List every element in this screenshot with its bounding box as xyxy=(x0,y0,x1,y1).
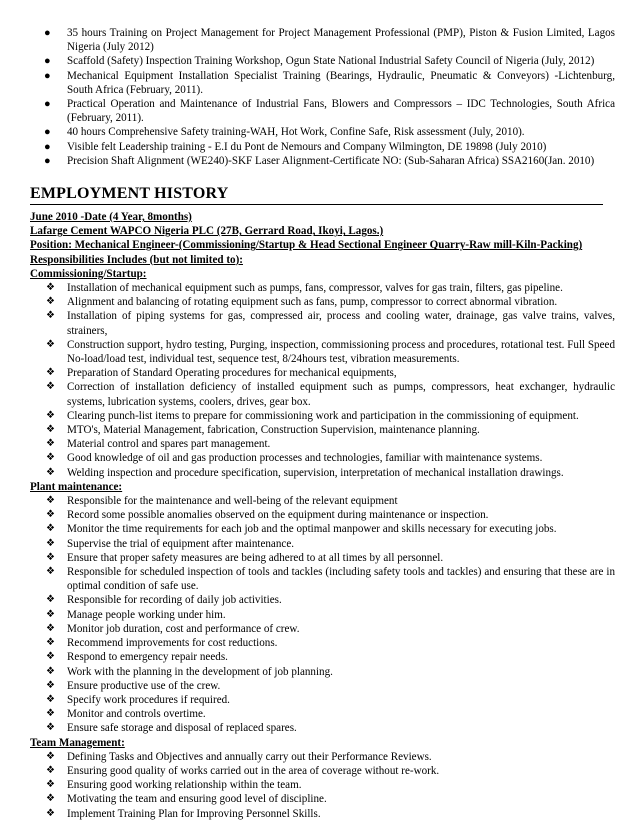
diamond-bullet-icon: ❖ xyxy=(46,424,55,436)
diamond-bullet-icon: ❖ xyxy=(46,679,55,691)
list-item-text: Ensure safe storage and disposal of replaced spares. xyxy=(67,722,297,735)
diamond-bullet-icon: ❖ xyxy=(46,637,55,649)
diamond-bullet-icon: ❖ xyxy=(46,409,55,421)
list-item xyxy=(30,423,615,437)
training-item xyxy=(30,125,615,139)
diamond-bullet-icon: ❖ xyxy=(46,566,55,578)
list-item-text: Responsible for recording of daily job activities. xyxy=(67,594,282,607)
list-item xyxy=(30,295,615,309)
list-item xyxy=(30,750,615,764)
list-item xyxy=(30,451,615,465)
list-item xyxy=(30,366,615,380)
bullet-dot-icon: ● xyxy=(44,98,51,111)
list-item-text: Supervise the trial of equipment after maintenance. xyxy=(67,537,295,550)
diamond-bullet-icon: ❖ xyxy=(46,793,55,805)
list-item xyxy=(30,380,615,408)
diamond-bullet-icon: ❖ xyxy=(46,282,55,294)
diamond-bullet-icon: ❖ xyxy=(46,381,55,393)
list-item-text: Correction of installation deficiency of installed equipment such as pumps, compressors, heat exchanger, hydraulic systems, lubrication systems, coolers, drives, gear box. xyxy=(67,381,615,408)
list-item xyxy=(30,608,615,622)
diamond-bullet-icon: ❖ xyxy=(46,764,55,776)
list-item xyxy=(30,309,615,337)
list-item xyxy=(30,650,615,664)
list-item-text: Implement Training Plan for Improving Personnel Skills. xyxy=(67,807,321,820)
list-item-text: Record some possible anomalies observed on the equipment during maintenance or inspection. xyxy=(67,509,489,522)
list-item-text: Installation of mechanical equipment such as pumps, fans, compressor, valves for gas train, filters, gas pipeline. xyxy=(67,282,563,295)
diamond-bullet-icon: ❖ xyxy=(46,338,55,350)
training-item-text: Precision Shaft Alignment (WE240)-SKF Laser Alignment-Certificate NO: (Sub-Saharan Africa) SSA2160(Jan. 2010) xyxy=(67,154,595,167)
training-item-text: Mechanical Equipment Installation Specialist Training (Bearings, Hydraulic, Pneumatic & Conveyors) -Lichtenburg, South Africa (February, 2011). xyxy=(67,69,615,96)
list-item-text: Defining Tasks and Objectives and annually carry out their Performance Reviews. xyxy=(67,750,432,763)
diamond-bullet-icon: ❖ xyxy=(46,722,55,734)
job-position: Position: Mechanical Engineer-(Commissioning/Startup & Head Sectional Engineer Quarry-Raw mill-Kiln-Packing) xyxy=(30,239,583,252)
list-item xyxy=(30,778,615,792)
plant-maintenance-heading: Plant maintenance: xyxy=(30,480,123,493)
list-item-text: Ensure that proper safety measures are being adhered to at all times by all personnel. xyxy=(67,551,444,564)
responsibilities-heading: Responsibilities Includes (but not limited to): xyxy=(30,253,243,266)
diamond-bullet-icon: ❖ xyxy=(46,807,55,819)
training-item-text: 35 hours Training on Project Management for Project Management Professional (PMP), Piston & Fusion Limited, Lagos Nigeria (July 2012) xyxy=(67,27,615,54)
diamond-bullet-icon: ❖ xyxy=(46,651,55,663)
list-item xyxy=(30,537,615,551)
diamond-bullet-icon: ❖ xyxy=(46,509,55,521)
job-company: Lafarge Cement WAPCO Nigeria PLC (27B, Gerrard Road, Ikoyi, Lagos.) xyxy=(30,225,384,238)
employment-section xyxy=(30,210,615,821)
list-item-text: Recommend improvements for cost reductions. xyxy=(67,637,278,650)
section-title: EMPLOYMENT HISTORY xyxy=(30,185,603,205)
list-item-text: Motivating the team and ensuring good level of discipline. xyxy=(67,793,327,806)
list-item xyxy=(30,807,615,821)
diamond-bullet-icon: ❖ xyxy=(46,708,55,720)
training-item xyxy=(30,97,615,125)
list-item xyxy=(30,792,615,806)
diamond-bullet-icon: ❖ xyxy=(46,537,55,549)
list-item-text: Welding inspection and procedure specification, supervision, interpretation of mechanical installation drawings. xyxy=(67,466,564,479)
list-item-text: Monitor the time requirements for each job and the optimal manpower and skills necessary for executing jobs. xyxy=(67,523,557,536)
bullet-dot-icon: ● xyxy=(44,154,51,167)
list-item-text: Specify work procedures if required. xyxy=(67,693,230,706)
list-item xyxy=(30,707,615,721)
list-item-text: Manage people working under him. xyxy=(67,608,226,621)
list-item xyxy=(30,466,615,480)
training-item-text: Scaffold (Safety) Inspection Training Workshop, Ogun State National Industrial Safety Council of Nigeria (July, 2012) xyxy=(67,55,595,68)
list-item xyxy=(30,665,615,679)
list-item-text: Responsible for the maintenance and well-being of the relevant equipment xyxy=(67,495,398,508)
team-management-list xyxy=(30,750,615,821)
list-item xyxy=(30,593,615,607)
diamond-bullet-icon: ❖ xyxy=(46,452,55,464)
list-item-text: Construction support, hydro testing, Purging, inspection, commissioning process and procedures, rotational test. Full Speed No-load/load test, individual test, sequence test, 8/24hours test, vibration measurements. xyxy=(67,338,615,366)
list-item xyxy=(30,338,615,366)
diamond-bullet-icon: ❖ xyxy=(46,750,55,762)
diamond-bullet-icon: ❖ xyxy=(46,296,55,308)
training-item xyxy=(30,54,615,68)
diamond-bullet-icon: ❖ xyxy=(46,438,55,450)
list-item xyxy=(30,693,615,707)
bullet-dot-icon: ● xyxy=(44,69,51,82)
training-item xyxy=(30,69,615,97)
diamond-bullet-icon: ❖ xyxy=(46,523,55,535)
list-item xyxy=(30,551,615,565)
list-item xyxy=(30,721,615,735)
training-item-text: Visible felt Leadership training - E.I du Pont de Nemours and Company Wilmington, DE 19898 (July 2010) xyxy=(67,140,547,153)
list-item-text: Monitor and controls overtime. xyxy=(67,708,206,721)
training-item xyxy=(30,154,615,168)
diamond-bullet-icon: ❖ xyxy=(46,608,55,620)
list-item-text: Respond to emergency repair needs. xyxy=(67,651,228,664)
diamond-bullet-icon: ❖ xyxy=(46,779,55,791)
list-item xyxy=(30,565,615,593)
diamond-bullet-icon: ❖ xyxy=(46,310,55,322)
diamond-bullet-icon: ❖ xyxy=(46,367,55,379)
diamond-bullet-icon: ❖ xyxy=(46,622,55,634)
list-item xyxy=(30,281,615,295)
commissioning-heading: Commissioning/Startup: xyxy=(30,267,147,280)
list-item xyxy=(30,764,615,778)
training-item xyxy=(30,26,615,54)
list-item xyxy=(30,522,615,536)
diamond-bullet-icon: ❖ xyxy=(46,693,55,705)
job-period: June 2010 -Date (4 Year, 8months) xyxy=(30,211,192,223)
list-item-text: Good knowledge of oil and gas production processes and technologies, familiar with maintenance systems. xyxy=(67,452,543,465)
list-item-text: Ensure productive use of the crew. xyxy=(67,679,221,692)
diamond-bullet-icon: ❖ xyxy=(46,495,55,507)
list-item-text: Material control and spares part management. xyxy=(67,438,271,451)
list-item xyxy=(30,494,615,508)
bullet-dot-icon: ● xyxy=(44,55,51,68)
list-item-text: Clearing punch-list items to prepare for commissioning work and participation in the commissioning of equipment. xyxy=(67,409,579,422)
list-item-text: Responsible for scheduled inspection of tools and tackles (including safety tools and tackles) and ensuring that these are in optimal condition of safe use. xyxy=(67,566,615,593)
training-item-text: Practical Operation and Maintenance of Industrial Fans, Blowers and Compressors – IDC Technologies, South Africa (February, 2011). xyxy=(67,98,615,125)
training-item xyxy=(30,140,615,154)
team-management-heading: Team Management: xyxy=(30,736,125,749)
training-list xyxy=(30,26,615,168)
list-item-text: Monitor job duration, cost and performance of crew. xyxy=(67,622,300,635)
list-item-text: Ensuring good working relationship within the team. xyxy=(67,779,302,792)
list-item-text: MTO's, Material Management, fabrication, Construction Supervision, maintenance planning. xyxy=(67,424,480,437)
list-item xyxy=(30,437,615,451)
list-item-text: Work with the planning in the development of job planning. xyxy=(67,665,333,678)
diamond-bullet-icon: ❖ xyxy=(46,551,55,563)
commissioning-list xyxy=(30,281,615,480)
list-item-text: Installation of piping systems for gas, compressed air, process and cooling water, drainage, gas valve trains, valves, strainers, xyxy=(67,310,615,337)
list-item xyxy=(30,679,615,693)
diamond-bullet-icon: ❖ xyxy=(46,466,55,478)
list-item xyxy=(30,409,615,423)
plant-maintenance-list xyxy=(30,494,615,735)
diamond-bullet-icon: ❖ xyxy=(46,594,55,606)
list-item xyxy=(30,636,615,650)
bullet-dot-icon: ● xyxy=(44,140,51,153)
list-item-text: Preparation of Standard Operating procedures for mechanical equipments, xyxy=(67,367,397,380)
list-item-text: Ensuring good quality of works carried out in the area of coverage without re-work. xyxy=(67,764,440,777)
diamond-bullet-icon: ❖ xyxy=(46,665,55,677)
training-item-text: 40 hours Comprehensive Safety training-WAH, Hot Work, Confine Safe, Risk assessment (July, 2010). xyxy=(67,126,525,139)
list-item-text: Alignment and balancing of rotating equipment such as fans, pump, compressor to correct abnormal vibration. xyxy=(67,296,558,309)
bullet-dot-icon: ● xyxy=(44,27,51,39)
list-item xyxy=(30,622,615,636)
list-item xyxy=(30,508,615,522)
bullet-dot-icon: ● xyxy=(44,126,51,139)
